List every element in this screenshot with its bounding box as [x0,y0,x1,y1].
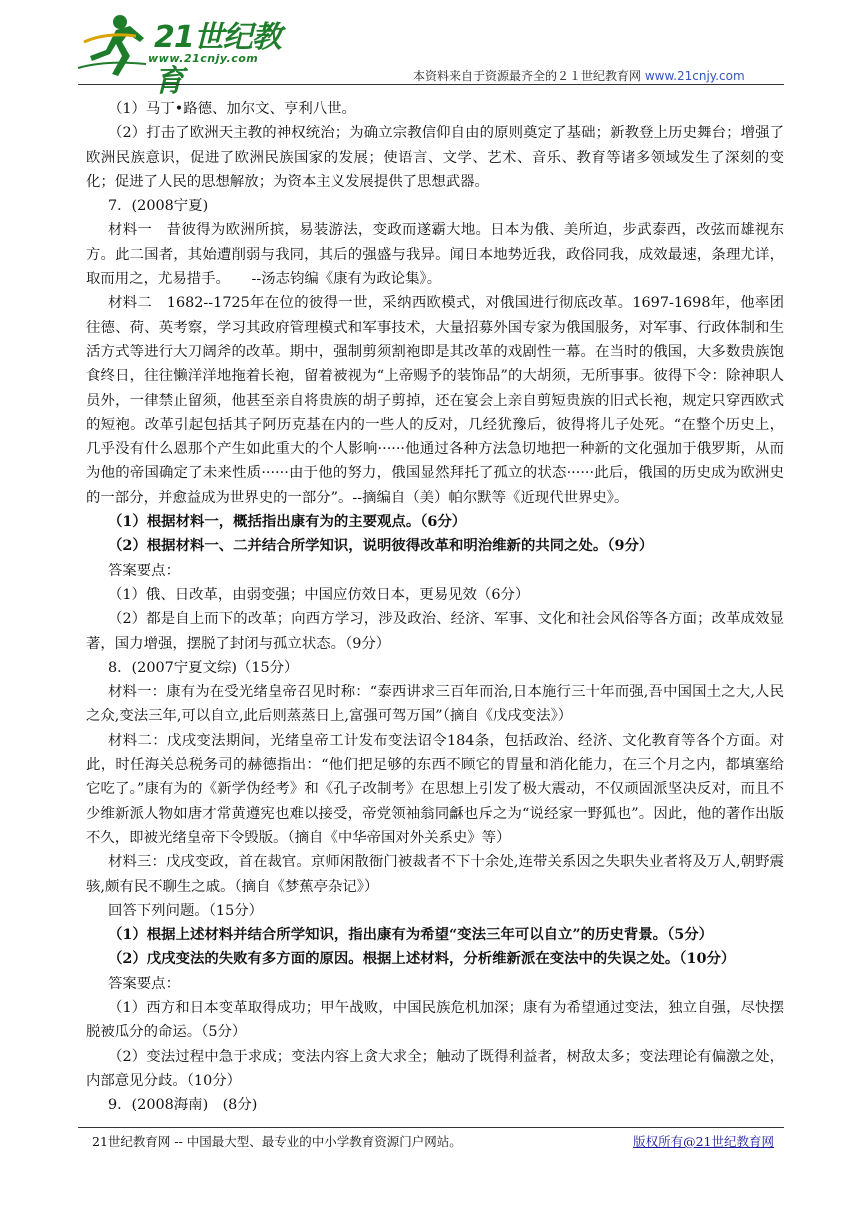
paragraph: （2）都是自上而下的改革；向西方学习，涉及政治、经济、军事、文化和社会风俗等各方面；改革成效显著，国力增强，摆脱了封闭与孤立状态。（9分） [86,611,784,652]
paragraph: 7．(2008宁夏) [108,198,209,215]
page-header [0,0,860,99]
paragraph: 回答下列问题。（15分） [108,902,264,919]
paragraph: 材料二 1682--1725年在位的彼得一世，采纳西欧模式，对俄国进行彻底改革。1697-1698年，他率团往德、荷、英考察，学习其政府管理模式和军事技术，大量招募外国专家为俄国服务，对军事、行政体制和生活方式等进行大刀阔斧的改革。期中，强制剪须割袍即是其改革的戏剧性一幕。在当时的俄国，大多数贵族饱食终日，往往懒洋洋地拖着长袍，留着被视为“上帝赐予的装饰品”的大胡须，无所事事。彼得下令：除神职人员外，一律禁止留须，他甚至亲自将贵族的胡子剪掉，还在宴会上亲自剪短贵族的旧式长袍，规定只穿西欧式的短袍。改革引起包括其子阿历克基在内的一些人的反对，几经犹豫后，彼得将儿子处死。“在整个历史上，几乎没有什么恩那个产生如此重大的个人影响······他通过各种方法急切地把一种新的文化强加于俄罗斯，从而为他的帝国确定了未来性质······由于他的努力，俄国显然拜托了孤立的状态······此后，俄国的历史成为欧洲史的一部分，并愈益成为世界史的一部分”。--摘编自（美）帕尔默等《近现代世界史》。 [86,295,784,506]
header-divider [78,84,784,85]
footer-copyright-link[interactable]: 版权所有@21世纪教育网 [633,1134,774,1149]
paragraph: 材料一：康有为在受光绪皇帝召见时称：“泰西讲求三百年而治,日本施行三十年而强,吾中国国土之大,人民之众,变法三年,可以自立,此后则蒸蒸日上,富强可驾万国”（摘自《戊戌变法》） [86,684,784,725]
paragraph: （1）西方和日本变革取得成功；甲午战败，中国民族危机加深；康有为希望通过变法，独立自强，尽快摆脱被瓜分的命运。（5分） [86,999,784,1041]
paragraph: （1）俄、日改革，由弱变强；中国应仿效日本，更易见效（6分） [108,586,530,603]
paragraph: （1）根据上述材料并结合所学知识，指出康有为希望“变法三年可以自立”的历史背景。（5分） [108,926,714,944]
paragraph: （1）根据材料一，概括指出康有为的主要观点。（6分） [108,513,467,531]
runner-logo-icon [76,12,156,82]
header-note-link[interactable]: www.21cnjy.com [644,69,745,83]
paragraph: 材料一 昔彼得为欧洲所摈，易装游法，变政而遂霸大地。日本为俄、美所迫，步武泰西，改弦而雄视东方。此二国者，其始遭削弱与我同，其后的强盛与我异。闻日本地势近我，政俗同我，成效最速，条理尤详，取而用之，尤易措手。 --汤志钧编《康有为政论集》。 [86,222,784,288]
paragraph: （2）变法过程中急于求成；变法内容上贪大求全；触动了既得利益者，树敌太多；变法理论有偏激之处，内部意见分歧。（10分） [86,1048,784,1089]
logo-text: 21世纪教育 [154,20,281,99]
logo-url: www.21cnjy.com [148,52,259,65]
paragraph: 9．(2008海南) (8分) [108,1097,258,1114]
paragraph: （1）马丁•路德、加尔文、亨利八世。 [108,101,356,117]
header-note-text: 本资料来自于资源最齐全的２１世纪教育网 [413,69,642,83]
paragraph: （2）根据材料一、二并结合所学知识，说明彼得改革和明治维新的共同之处。（9分） [108,537,654,555]
footer-divider [78,1127,784,1128]
paragraph: 8．(2007宁夏文综)（15分） [108,659,299,676]
paragraph: （2）打击了欧洲天主教的神权统治；为确立宗教信仰自由的原则奠定了基础；新教登上历史舞台；增强了欧洲民族意识，促进了欧洲民族国家的发展；使语言、文学、艺术、音乐、教育等诸多领域发生了深刻的变化；促进了人民的思想解放；为资本主义发展提供了思想武器。 [86,125,784,190]
header-note [413,67,745,84]
footer-text: 21世纪教育网 -- 中国最大型、最专业的中小学教育资源门户网站。 [92,1134,462,1149]
paragraph: 答案要点： [108,975,180,992]
paragraph: 答案要点： [108,562,180,579]
paragraph: 材料三：戊戌变政，首在裁官。京师闲散衙门被裁者不下十余处,连带关系因之失职失业者将及万人,朝野震骇,颇有民不聊生之戚。（摘自《梦蕉亭杂记》） [86,854,784,895]
document-body [86,97,784,1117]
site-logo[interactable] [76,8,306,99]
paragraph: （2）戊戌变法的失败有多方面的原因。根据上述材料，分析维新派在变法中的失误之处。（10分） [108,950,736,968]
paragraph: 材料二：戊戌变法期间，光绪皇帝工计发布变法诏令184条，包括政治、经济、文化教育等各个方面。对此，时任海关总税务司的赫德指出：“他们把足够的东西不顾它的胃量和消化能力，在三个月之内，都填塞给它吃了。”康有为的《新学伪经考》和《孔子改制考》在思想上引发了极大震动，不仅顽固派坚决反对，而且不少维新派人物如唐才常黄遵宪也难以接受，帝党领袖翁同龢也斥之为“说经家一野狐也”。因此，他的著作出版不久，即被光绪皇帝下令毁版。（摘自《中华帝国对外关系史》等） [86,732,784,846]
